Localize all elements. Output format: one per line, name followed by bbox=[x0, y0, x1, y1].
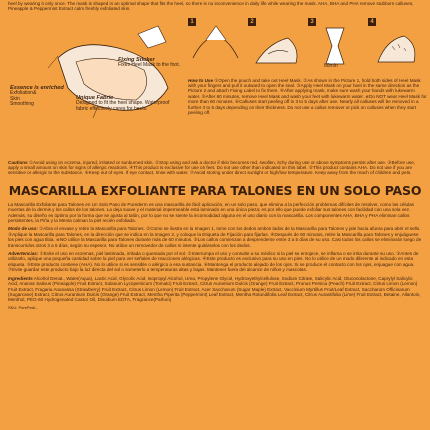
peeling-foot-icon bbox=[368, 18, 423, 74]
fixing-sticker-text: Fixes Heel Mask to the foot. bbox=[118, 62, 180, 69]
timer-text: 60min bbox=[324, 62, 338, 69]
illustration-row bbox=[8, 12, 427, 116]
essence-item: Smoothing bbox=[10, 101, 34, 108]
how-to-use-label: How to Use bbox=[188, 77, 214, 83]
step-3 bbox=[308, 18, 363, 74]
heel-mask-illustration bbox=[48, 18, 188, 130]
ingredients-label: Ingredients bbox=[8, 275, 33, 281]
step-4 bbox=[368, 18, 423, 74]
essence-callout bbox=[10, 86, 70, 108]
step-2 bbox=[248, 18, 303, 74]
step-number: 1 bbox=[188, 18, 196, 26]
intro-text: heel by wearing it only once. The mask is shaped in an optimal shape that fits the heel, so there is no inconvenience in daily life while wearing the mask. AHA, BHA and PHA remove stubborn calluses, Pineapple & Peppermint Extract calm freshly exfoliated skin. bbox=[8, 1, 414, 12]
cautions bbox=[8, 160, 422, 176]
unique-fabric-text: Designed to fit the heel shape. Waterproof fabric effectively cares for heels. bbox=[76, 100, 170, 112]
essence-item: Skin bbox=[10, 95, 20, 102]
how-to-use-text: ①Open the pouch and take out Heel Mask. ②As shown in the Picture 1, hold both sides of Heel Mask with your fingers and pull it outward to open the seal. ③Apply Heel Mask on your heel in the same direction as the Picture 2 and attach Fixing Label to fix them. ④After applying mask, make sure wash your hands with lukewarm water. ⑤After 60 minutes, remove Heel Mask and wash your feet with lukewarm water. ※Do NOT wear Heel Mask for more than 60 minutes. ⑥Calluses start peeling off in 3 to 5 days after use. Nearly all calluses will be removed in a further 3 to 5 days depending on their thickness. Do not use a callus remover or pick on calluses when they start peeling off. bbox=[188, 77, 427, 116]
fixing-sticker-callout bbox=[118, 58, 188, 69]
ingredients bbox=[8, 276, 422, 303]
unique-fabric-title: Unique Fabric bbox=[76, 94, 114, 101]
step-number: 2 bbox=[248, 18, 256, 26]
spanish-intro: La Mascarilla Exfoliante para Talones en Un Solo Paso de Purederm es una mascarilla de fácil aplicación, en un solo paso, que elimina a la perfección problemas difíciles de resolver, como las células muertas de la dermis y los callos de los talones. La deja suave y el material impermeable está laminado en una única pieza; es por ello que puede exfoliar sus talones con facilidad con una sola vez. Además, su diseño es óptimo por la forma que se ajusta al talón, por lo que no se siente la incomodidad alguna en el uso diario con la mascarilla. Los componentes AHA, BHA y PHA eliminan callos persistentes, la Piña y la Menta calman la piel recién exfoliada. bbox=[8, 201, 414, 224]
advertencias-label: Advertencias: bbox=[8, 251, 39, 257]
advertencias bbox=[8, 251, 422, 273]
step-number: 3 bbox=[308, 18, 316, 26]
advertencias-text: ①Evite el uso en eczemas, piel lastimada, irritada o quemada por el sol. ②Interrumpa el uso y consulte a su médico si la piel se enrojece, se inflama o se irrita durante su uso. ③Antes de utilizarlo, aplique una pequeña cantidad sobre la piel para ver señales de reacciones alérgicas. ④Este producto es exclusivo para su uso en pies. No lo utilice de un modo diferente al indicado en esta etiqueta. ⑤Este producto contiene (AHA). No lo utilice si es sensible o alérgico a esa sustancia. ⑥Mantenga el producto alejado de los ojos. Si se produce el contacto con los ojos, enjuague con agua. ⑦Evite guardar este producto bajo la luz directa del sol o someterlo a temperaturas altas y bajas. Mantener fuera del alcance de niños y mascotas. bbox=[8, 251, 419, 273]
step-1 bbox=[188, 18, 243, 74]
how-to-use bbox=[188, 78, 428, 116]
cautions-text: ①Avoid using on eczema, injured, irritated or sunburned skin. ②Stop using and ask a doctor if skin becomes red, swollen, itchy during use or above symptoms persist after use. ③Before use, apply a small amount on skin for signs of allergic reactions. ④This product is exclusive for use on feet. Do not use other than indicated on this label. ⑤This product contains AHA. Do not use if you are sensitive or allergic to the substance. ⑥Keep out of eyes. If eye contact, rinse with water. ⑦Avoid storing under direct sunlight or high/low temperature. Keep away from the reach of children and pets. bbox=[8, 159, 416, 176]
step-number: 4 bbox=[368, 18, 376, 26]
spanish-title: MASCARILLA EXFOLIANTE PARA TALONES EN UN SOLO PASO bbox=[8, 182, 422, 198]
cautions-label: Cautions bbox=[8, 159, 28, 165]
hands-opening-icon bbox=[188, 18, 243, 74]
fixing-sticker-title: Fixing Sticker bbox=[118, 56, 155, 63]
modo-de-uso-text: ①Abra el envase y retire la Mascarilla para Talones. ②Como se ilustra en la Imagen 1, tome con los dedos ambos lados de la Mascarilla para Talones y jale hacia afuera para abrir el sello. ③Aplique la Mascarilla para Talones, en la dirección que se indica en la Imagen 2, y coloque la Etiqueta de Fijación para fijarlas. ④Después de 60 minutos, retire la Mascarilla para Talones y enjuáguese los pies con agua tibia. ※NO utilice la Mascarilla para Talones durante más de 60 minutos. ⑤Los callos comienzan a desprenderse entre 3 a 5 días de su uso. Casi todos los callos se eliminarán luego de transcurridos otros 3 a 5 días, según su espesor. No utilice un removedor de callos ni intente quitárselos con los dedos. bbox=[8, 226, 422, 248]
usage-steps bbox=[188, 18, 426, 78]
ingredients-text: Alcohol Denat., Water(Aqua), Lactic Acid, Glycolic Acid, Isopropyl Alcohol, Urea, Propylene Glycol, Hydroxyethylcellulose, Sodium Citrate, Salicylic Acid, Gluconolactone, Caprylyl Salicylic Acid, Ananas Sativus (Pineapple) Fruit Extract, Solanum Lycopersicum (Tomato) Fruit Extract, Citrus Aurantium Dulcis (Orange) Fruit Extract, Prunus Persica (Peach) Fruit Extract, Citrus Limon (Lemon) Fruit Extract, Fragaria Ananassa (Strawberry) Fruit Extract, Citrus Limon (Lemon) Fruit Extract, Acer Saccharum (Sugar Maple) Extract, Vaccinium Myrtillus Fruit/Leaf Extract, Saccharum Officinarum (Sugarcane) Extract, Citrus Aurantium Dulcis (Orange) Fruit Extract, Mentha Piperita (Peppermint) Leaf Extract, Mentha Rotundifolia Leaf Extract, Citrus Aurantifolia (Lime) Fruit Extract, Betaine, Allantoin, Menthol, PEG-60 Hydrogenated Castor Oil, Disodium EDTA, Fragrance(Parfum) bbox=[8, 275, 421, 303]
modo-de-uso bbox=[8, 226, 422, 248]
apply-mask-icon bbox=[248, 18, 303, 74]
footer-text: SKU: PurePedi... bbox=[8, 304, 39, 310]
modo-de-uso-label: Modo de uso: bbox=[8, 226, 38, 232]
essence-title: Essence is enriched bbox=[10, 84, 64, 91]
essence-item: Exfoliation& bbox=[10, 90, 37, 97]
